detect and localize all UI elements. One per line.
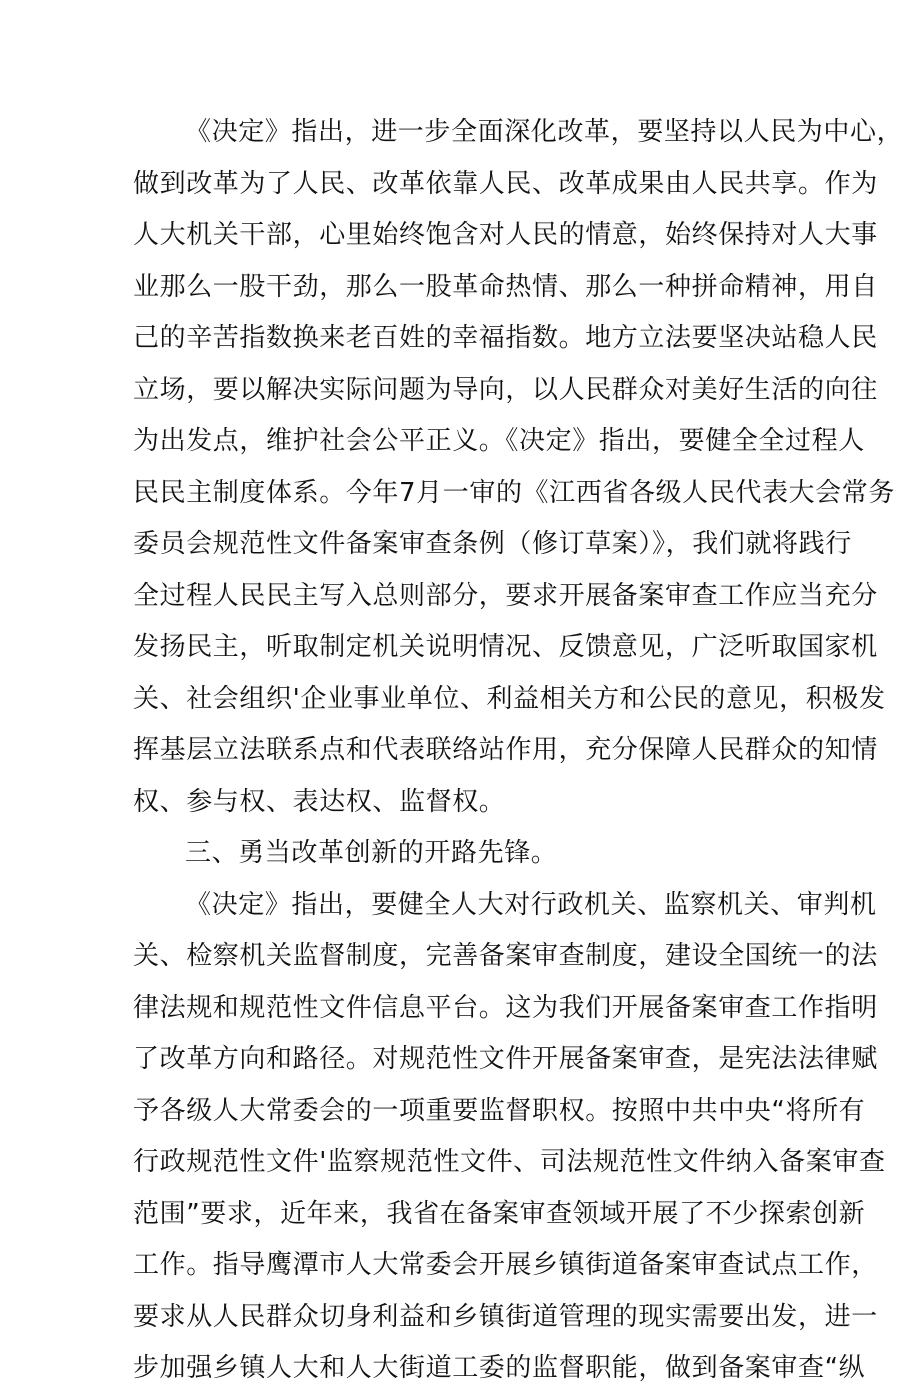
paragraph-reform-innovation: [133, 880, 886, 1395]
text-line: 为出发点，维护社会公平正义。《决定》指出，要健全全过程人: [133, 426, 865, 456]
text-line: 己的辛苦指数换来老百姓的幸福指数。地方立法要坚决站稳人民: [133, 323, 878, 353]
text-line: 工作。指导鹰潭市人大常委会开展乡镇街道备案审查试点工作，: [133, 1250, 878, 1280]
text-line: 律法规和规范性文件信息平台。这为我们开展备案审查工作指明: [133, 992, 878, 1023]
section-heading: 三、勇当改革创新的开路先锋。: [185, 838, 558, 868]
text-line: 范围”要求，近年来，我省在备案审查领域开展了不少探索创新: [133, 1198, 866, 1229]
text-line: 权、参与权、表达权、监督权。: [133, 786, 506, 817]
text-line: 了改革方向和路径。对规范性文件开展备案审查，是宪法法律赋: [133, 1044, 878, 1074]
text-line: 委员会规范性文件备案审查条例（修订草案）》，我们就将践行: [133, 529, 852, 559]
text-line: 全过程人民民主写入总则部分，要求开展备案审查工作应当充分: [133, 580, 878, 611]
text-line: 要求从人民群众切身利益和乡镇街道管理的现实需要出发，进一: [133, 1301, 878, 1332]
text-line: 发扬民主，听取制定机关说明情况、反馈意见，广泛听取国家机: [133, 632, 878, 662]
text-line: 关、检察机关监督制度，完善备案审查制度，建设全国统一的法: [133, 941, 878, 971]
text-line: 关、社会组织'企业事业单位、利益相关方和公民的意见，积极发: [133, 683, 886, 714]
text-line: 做到改革为了人民、改革依靠人民、改革成果由人民共享。作为: [133, 168, 878, 199]
text-line: 《决定》指出，进一步全面深化改革，要坚持以人民为中心，: [185, 117, 904, 147]
document-body: [133, 107, 904, 1395]
text-line: 人大机关干部，心里始终饱含对人民的情意，始终保持对人大事: [133, 220, 878, 250]
text-line: 立场，要以解决实际问题为导向，以人民群众对美好生活的向往: [133, 374, 878, 405]
text-line: 予各级人大常委会的一项重要监督职权。按照中共中央“将所有: [133, 1095, 866, 1126]
text-line: 民民主制度体系。今年7月一审的《江西省各级人民代表大会常务: [133, 477, 895, 508]
text-line: 《决定》指出，要健全人大对行政机关、监察机关、审判机: [185, 889, 877, 920]
paragraph-people-centered: [133, 107, 904, 828]
text-line: 步加强乡镇人大和人大街道工委的监督职能，做到备案审查“纵: [133, 1353, 866, 1383]
text-line: 行政规范性文件'监察规范性文件、司法规范性文件纳入备案审查: [133, 1147, 886, 1177]
text-line: 业那么一股干劲，那么一股革命热情、那么一种拼命精神，用自: [133, 271, 878, 302]
text-line: 挥基层立法联系点和代表联络站作用，充分保障人民群众的知情: [133, 735, 878, 765]
